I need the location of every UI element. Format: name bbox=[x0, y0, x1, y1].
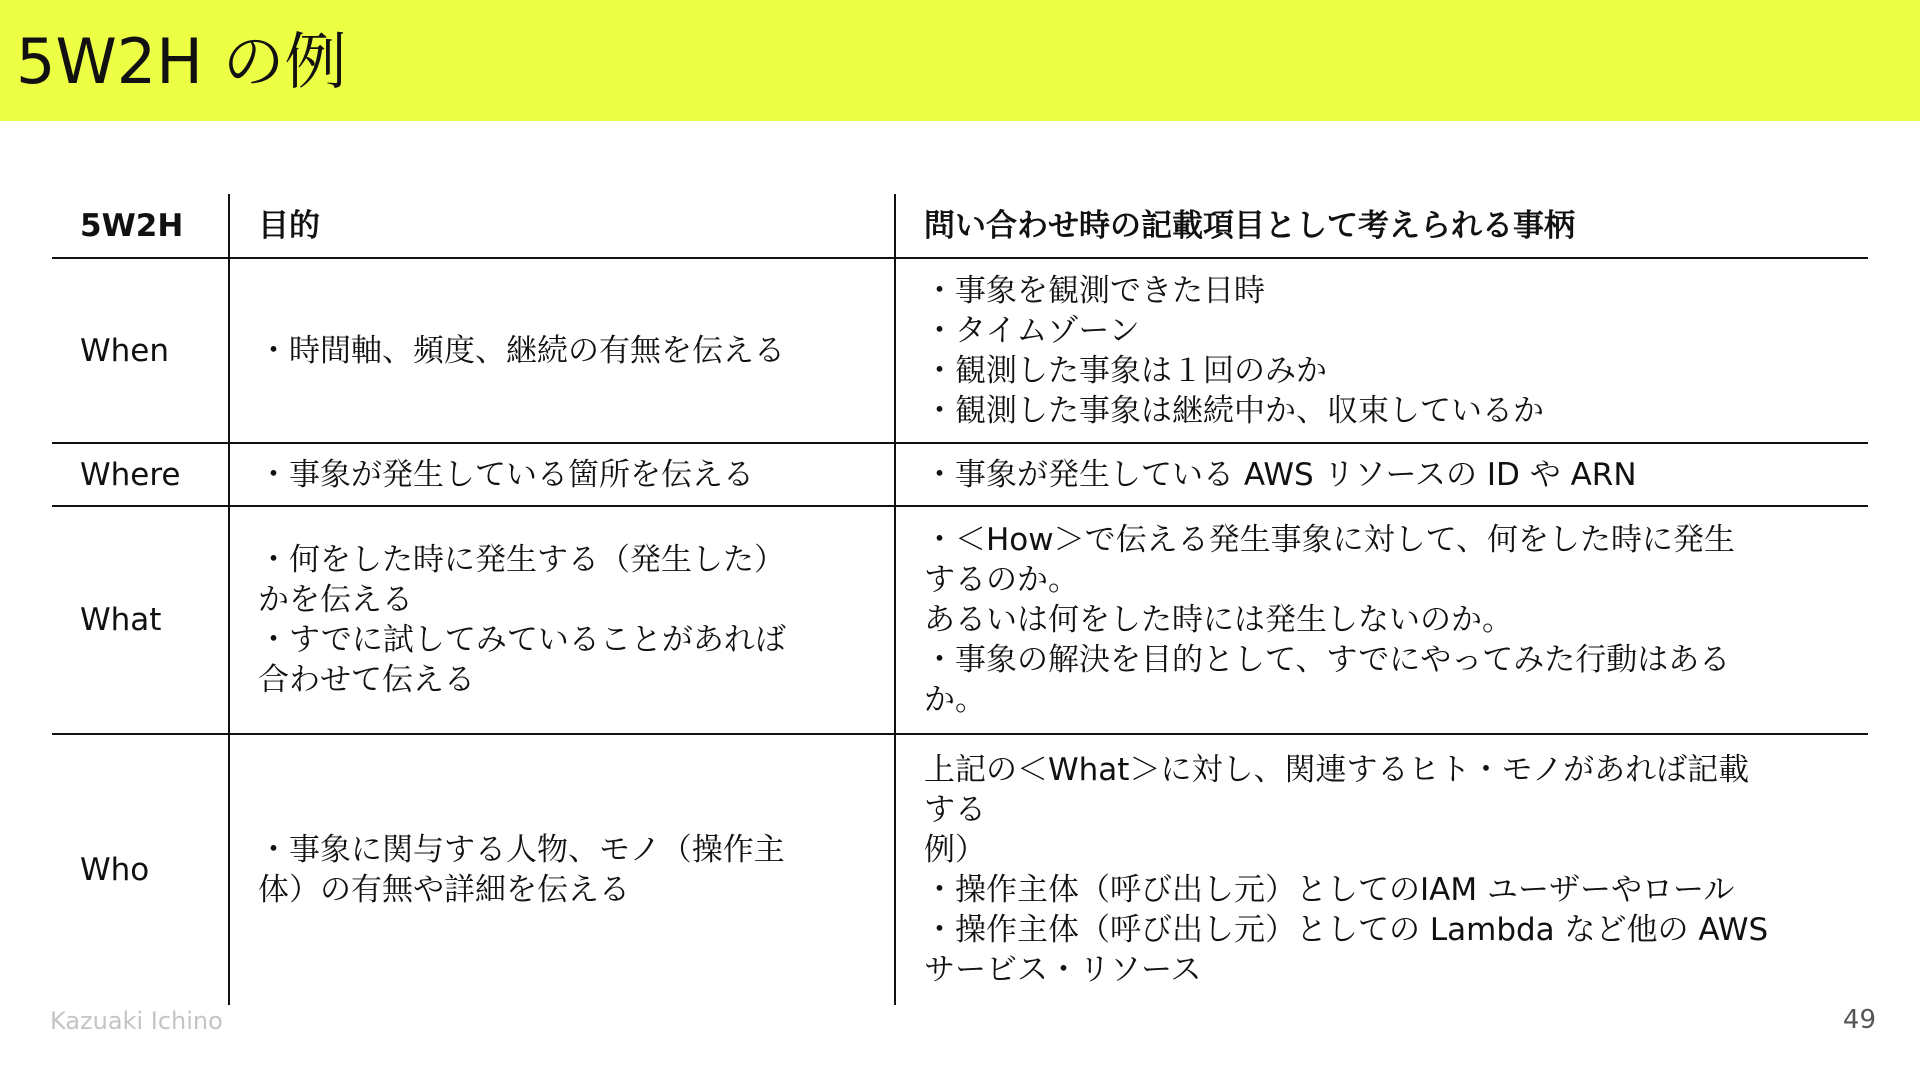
header-5w2h: 5W2H bbox=[52, 194, 229, 258]
table-header-row bbox=[52, 194, 1868, 258]
row-purpose: ・事象が発生している箇所を伝える bbox=[229, 443, 895, 506]
row-purpose: ・時間軸、頻度、継続の有無を伝える bbox=[229, 258, 895, 443]
header-items: 問い合わせ時の記載項目として考えられる事柄 bbox=[895, 194, 1868, 258]
5w2h-table bbox=[52, 194, 1868, 1005]
row-purpose: ・事象に関与する人物、モノ（操作主 体）の有無や詳細を伝える bbox=[229, 734, 895, 1005]
row-key: When bbox=[52, 258, 229, 443]
row-key: Who bbox=[52, 734, 229, 1005]
page-number: 49 bbox=[1842, 1005, 1876, 1035]
author-name: Kazuaki Ichino bbox=[50, 1007, 223, 1035]
header-purpose: 目的 bbox=[229, 194, 895, 258]
row-items: ・事象を観測できた日時 ・タイムゾーン ・観測した事象は１回のみか ・観測した事象は継続中か、収束しているか bbox=[895, 258, 1868, 443]
table-row bbox=[52, 506, 1868, 734]
title-bar bbox=[0, 0, 1920, 121]
table-row bbox=[52, 258, 1868, 443]
row-key: Where bbox=[52, 443, 229, 506]
row-purpose: ・何をした時に発生する（発生した） かを伝える ・すでに試してみていることがあれば 合わせて伝える bbox=[229, 506, 895, 734]
row-items: 上記の＜What＞に対し、関連するヒト・モノがあれば記載 する 例） ・操作主体（呼び出し元）としてのIAM ユーザーやロール ・操作主体（呼び出し元）としての Lambda など他の AWS サービス・リソース bbox=[924, 752, 1769, 988]
row-items: ・＜How＞で伝える発生事象に対して、何をした時に発生 するのか。 あるいは何をした時には発生しないのか。 ・事象の解決を目的として、すでにやってみた行動はある か。 bbox=[895, 506, 1868, 734]
row-key: What bbox=[52, 506, 229, 734]
table-row bbox=[52, 734, 1868, 1005]
table-row bbox=[52, 443, 1868, 506]
slide-title: 5W2H の例 bbox=[16, 25, 347, 98]
row-items: ・事象が発生している AWS リソースの ID や ARN bbox=[895, 443, 1868, 506]
